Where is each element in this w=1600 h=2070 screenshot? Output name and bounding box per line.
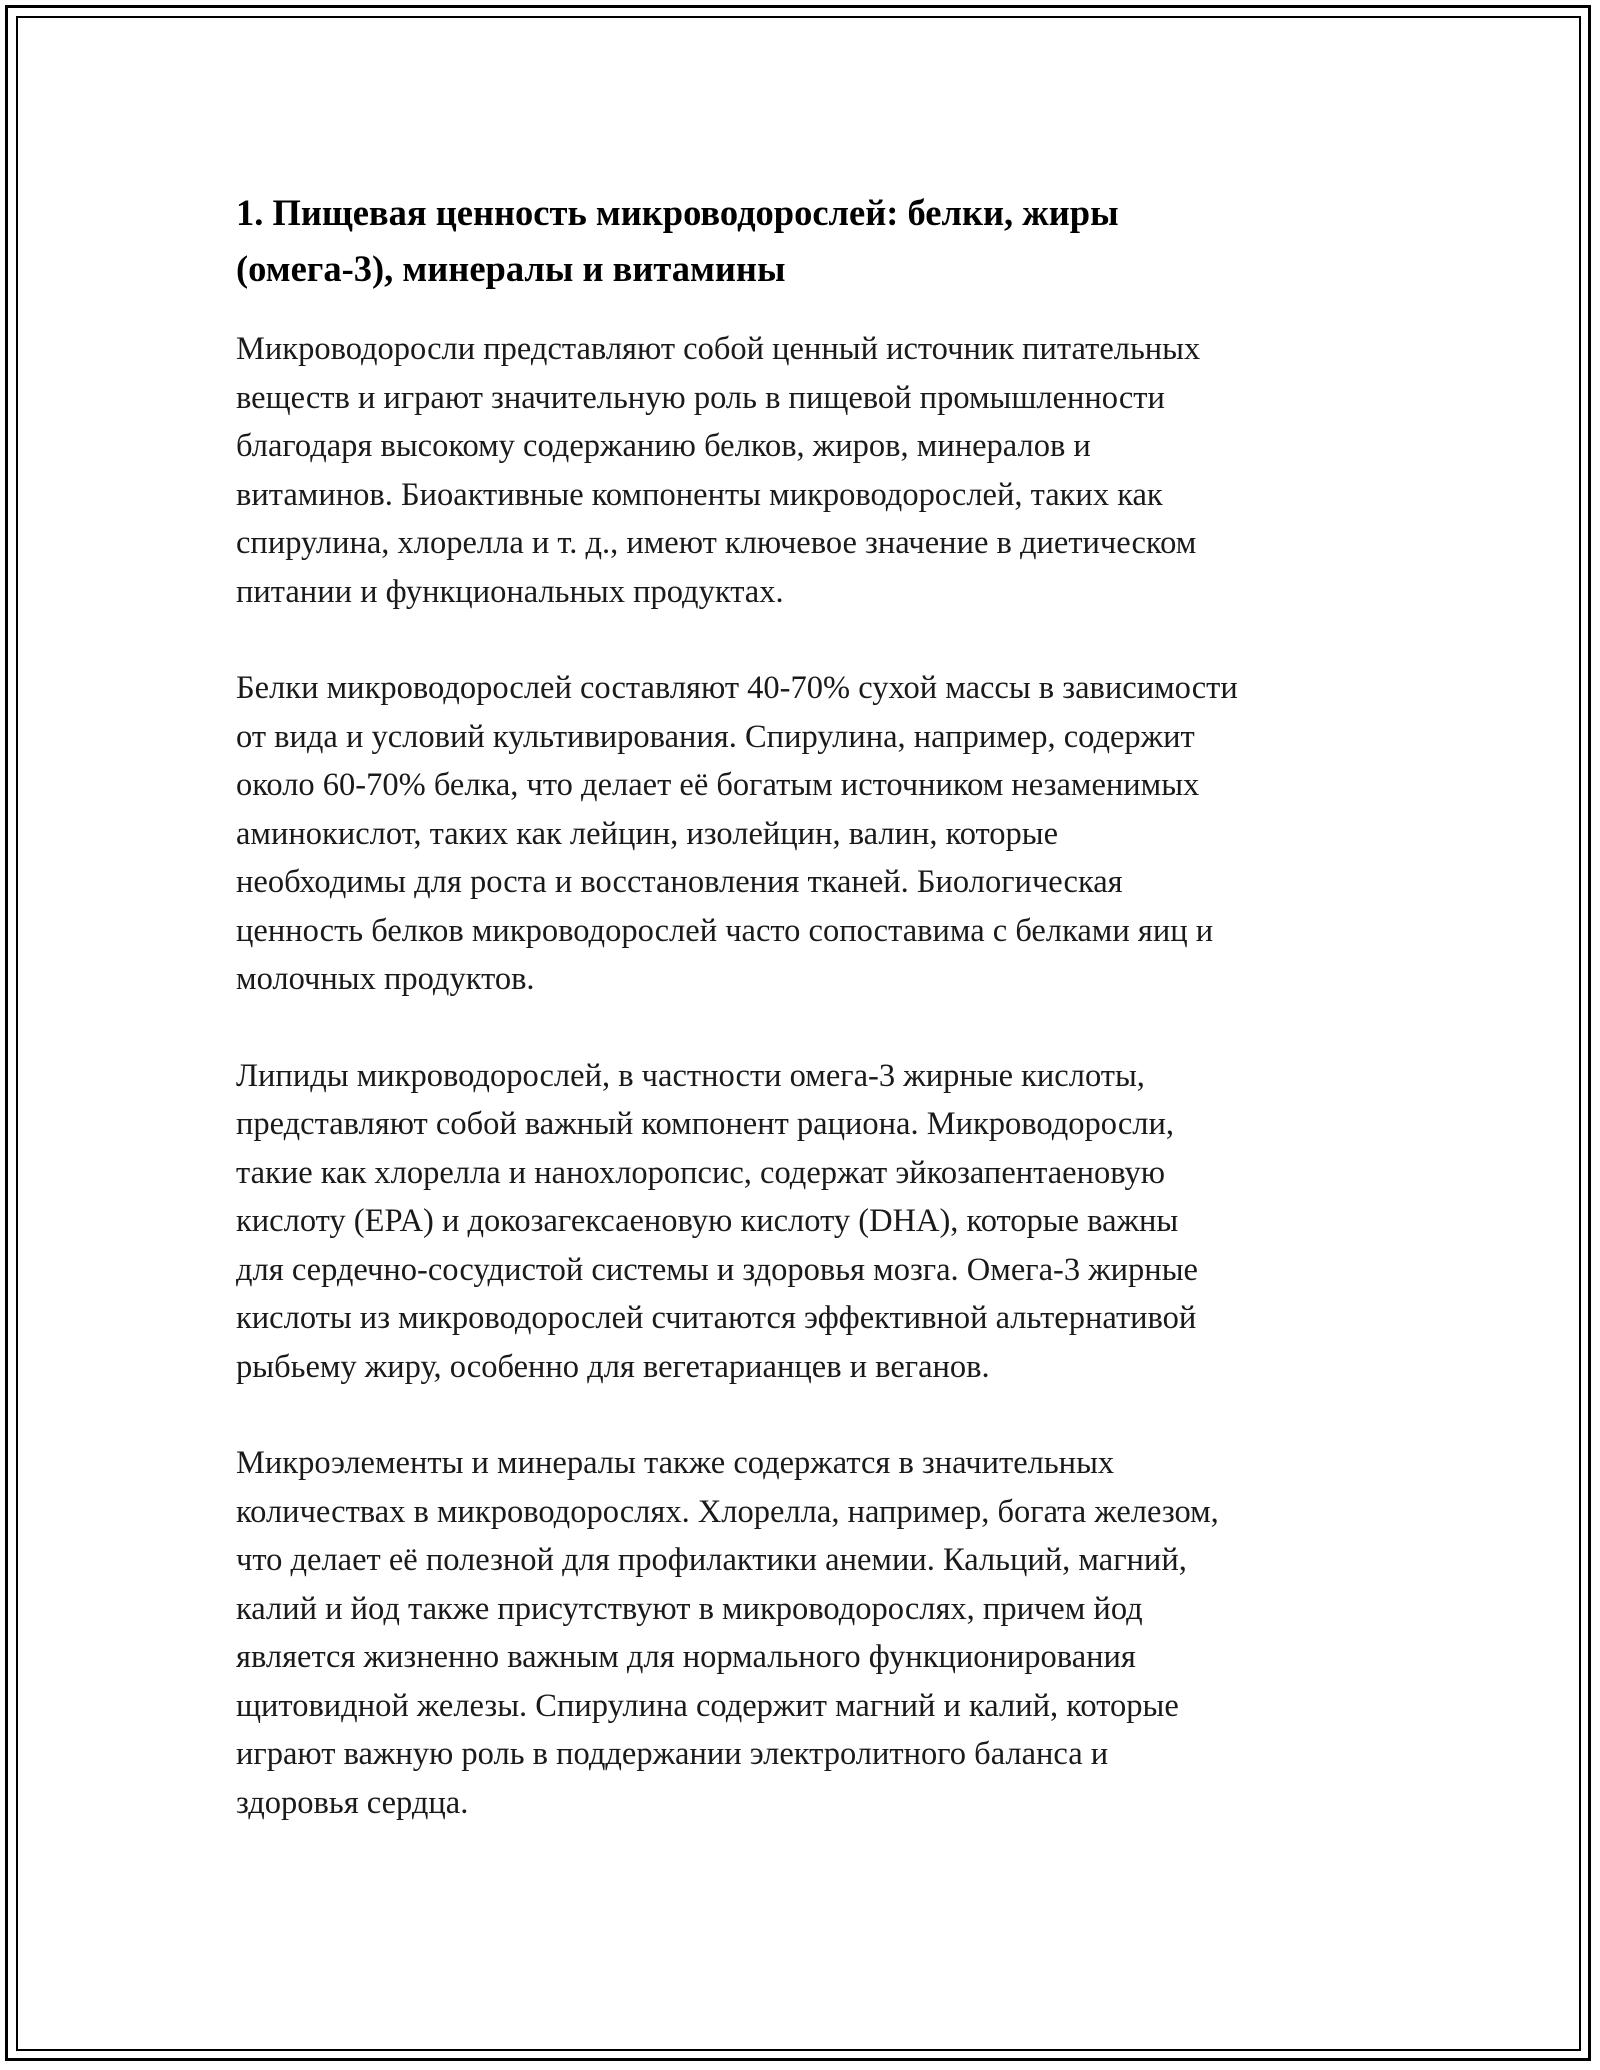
paragraph-line: витаминов. Биоактивные компоненты микроводорослей, таких как xyxy=(236,476,1163,513)
paragraph-line: кислоту (EPA) и докозагексаеновую кислоту (DHA), которые важны xyxy=(236,1203,1179,1239)
paragraph-line: Белки микроводорослей составляют 40-70% сухой массы в зависимости xyxy=(236,670,1238,706)
page-content xyxy=(236,185,1376,1875)
paragraph-line: благодаря высокому содержанию белков, жиров, минералов и xyxy=(236,428,1091,464)
paragraph-line: Микроэлементы и минералы также содержатся в значительных xyxy=(236,1445,1115,1481)
paragraph-line: аминокислот, таких как лейцин, изолейцин, валин, которые xyxy=(236,815,1059,852)
paragraph-line: количествах в микроводорослях. Хлорелла, например, богата железом, xyxy=(236,1493,1219,1530)
paragraph-line: здоровья сердца. xyxy=(236,1784,469,1821)
paragraph-line: кислоты из микроводорослей считаются эффективной альтернативой xyxy=(236,1300,1197,1336)
paragraph-line: такие как хлорелла и нанохлоропсис, содержат эйкозапентаеновую xyxy=(236,1154,1165,1191)
paragraph-line: от вида и условий культивирования. Спирулина, например, содержит xyxy=(236,718,1195,755)
paragraph-line: калий и йод также присутствуют в микроводорослях, причем йод xyxy=(236,1590,1143,1627)
paragraph-line: молочных продуктов. xyxy=(236,961,535,997)
section-heading-line-2: (омега-3), минералы и витамины xyxy=(236,248,786,289)
paragraph-line: является жизненно важным для нормального функционирования xyxy=(236,1639,1136,1675)
paragraph-line: щитовидной железы. Спирулина содержит магний и калий, которые xyxy=(236,1687,1179,1724)
paragraph-line: необходимы для роста и восстановления тканей. Биологическая xyxy=(236,864,1123,900)
paragraph-intro xyxy=(236,325,1376,616)
paragraph-line: представляют собой важный компонент рациона. Микроводоросли, xyxy=(236,1106,1174,1142)
paragraph-line: рыбьему жиру, особенно для вегетарианцев и веганов. xyxy=(236,1348,990,1385)
paragraph-line: что делает её полезной для профилактики анемии. Кальций, магний, xyxy=(236,1542,1187,1578)
paragraph-line: около 60-70% белка, что делает её богатым источником незаменимых xyxy=(236,767,1200,803)
paragraph-line: ценность белков микроводорослей часто сопоставима с белками яиц и xyxy=(236,912,1214,949)
paragraph-line: для сердечно-сосудистой системы и здоровья мозга. Омега-3 жирные xyxy=(236,1251,1198,1288)
paragraph-line: Липиды микроводорослей, в частности омега-3 жирные кислоты, xyxy=(236,1057,1145,1094)
section-heading-line-1: 1. Пищевая ценность микроводорослей: белки, жиры xyxy=(236,192,1119,233)
paragraph-line: спирулина, хлорелла и т. д., имеют ключевое значение в диетическом xyxy=(236,525,1197,561)
paragraph-minerals xyxy=(236,1439,1376,1827)
section-heading xyxy=(236,185,1376,297)
paragraph-line: питании и функциональных продуктах. xyxy=(236,573,784,610)
paragraph-line: играют важную роль в поддержании электролитного баланса и xyxy=(236,1736,1109,1772)
paragraph-line: Микроводоросли представляют собой ценный источник питательных xyxy=(236,331,1201,367)
paragraph-proteins xyxy=(236,664,1376,1004)
paragraph-line: веществ и играют значительную роль в пищевой промышленности xyxy=(236,379,1165,416)
paragraph-lipids xyxy=(236,1052,1376,1392)
